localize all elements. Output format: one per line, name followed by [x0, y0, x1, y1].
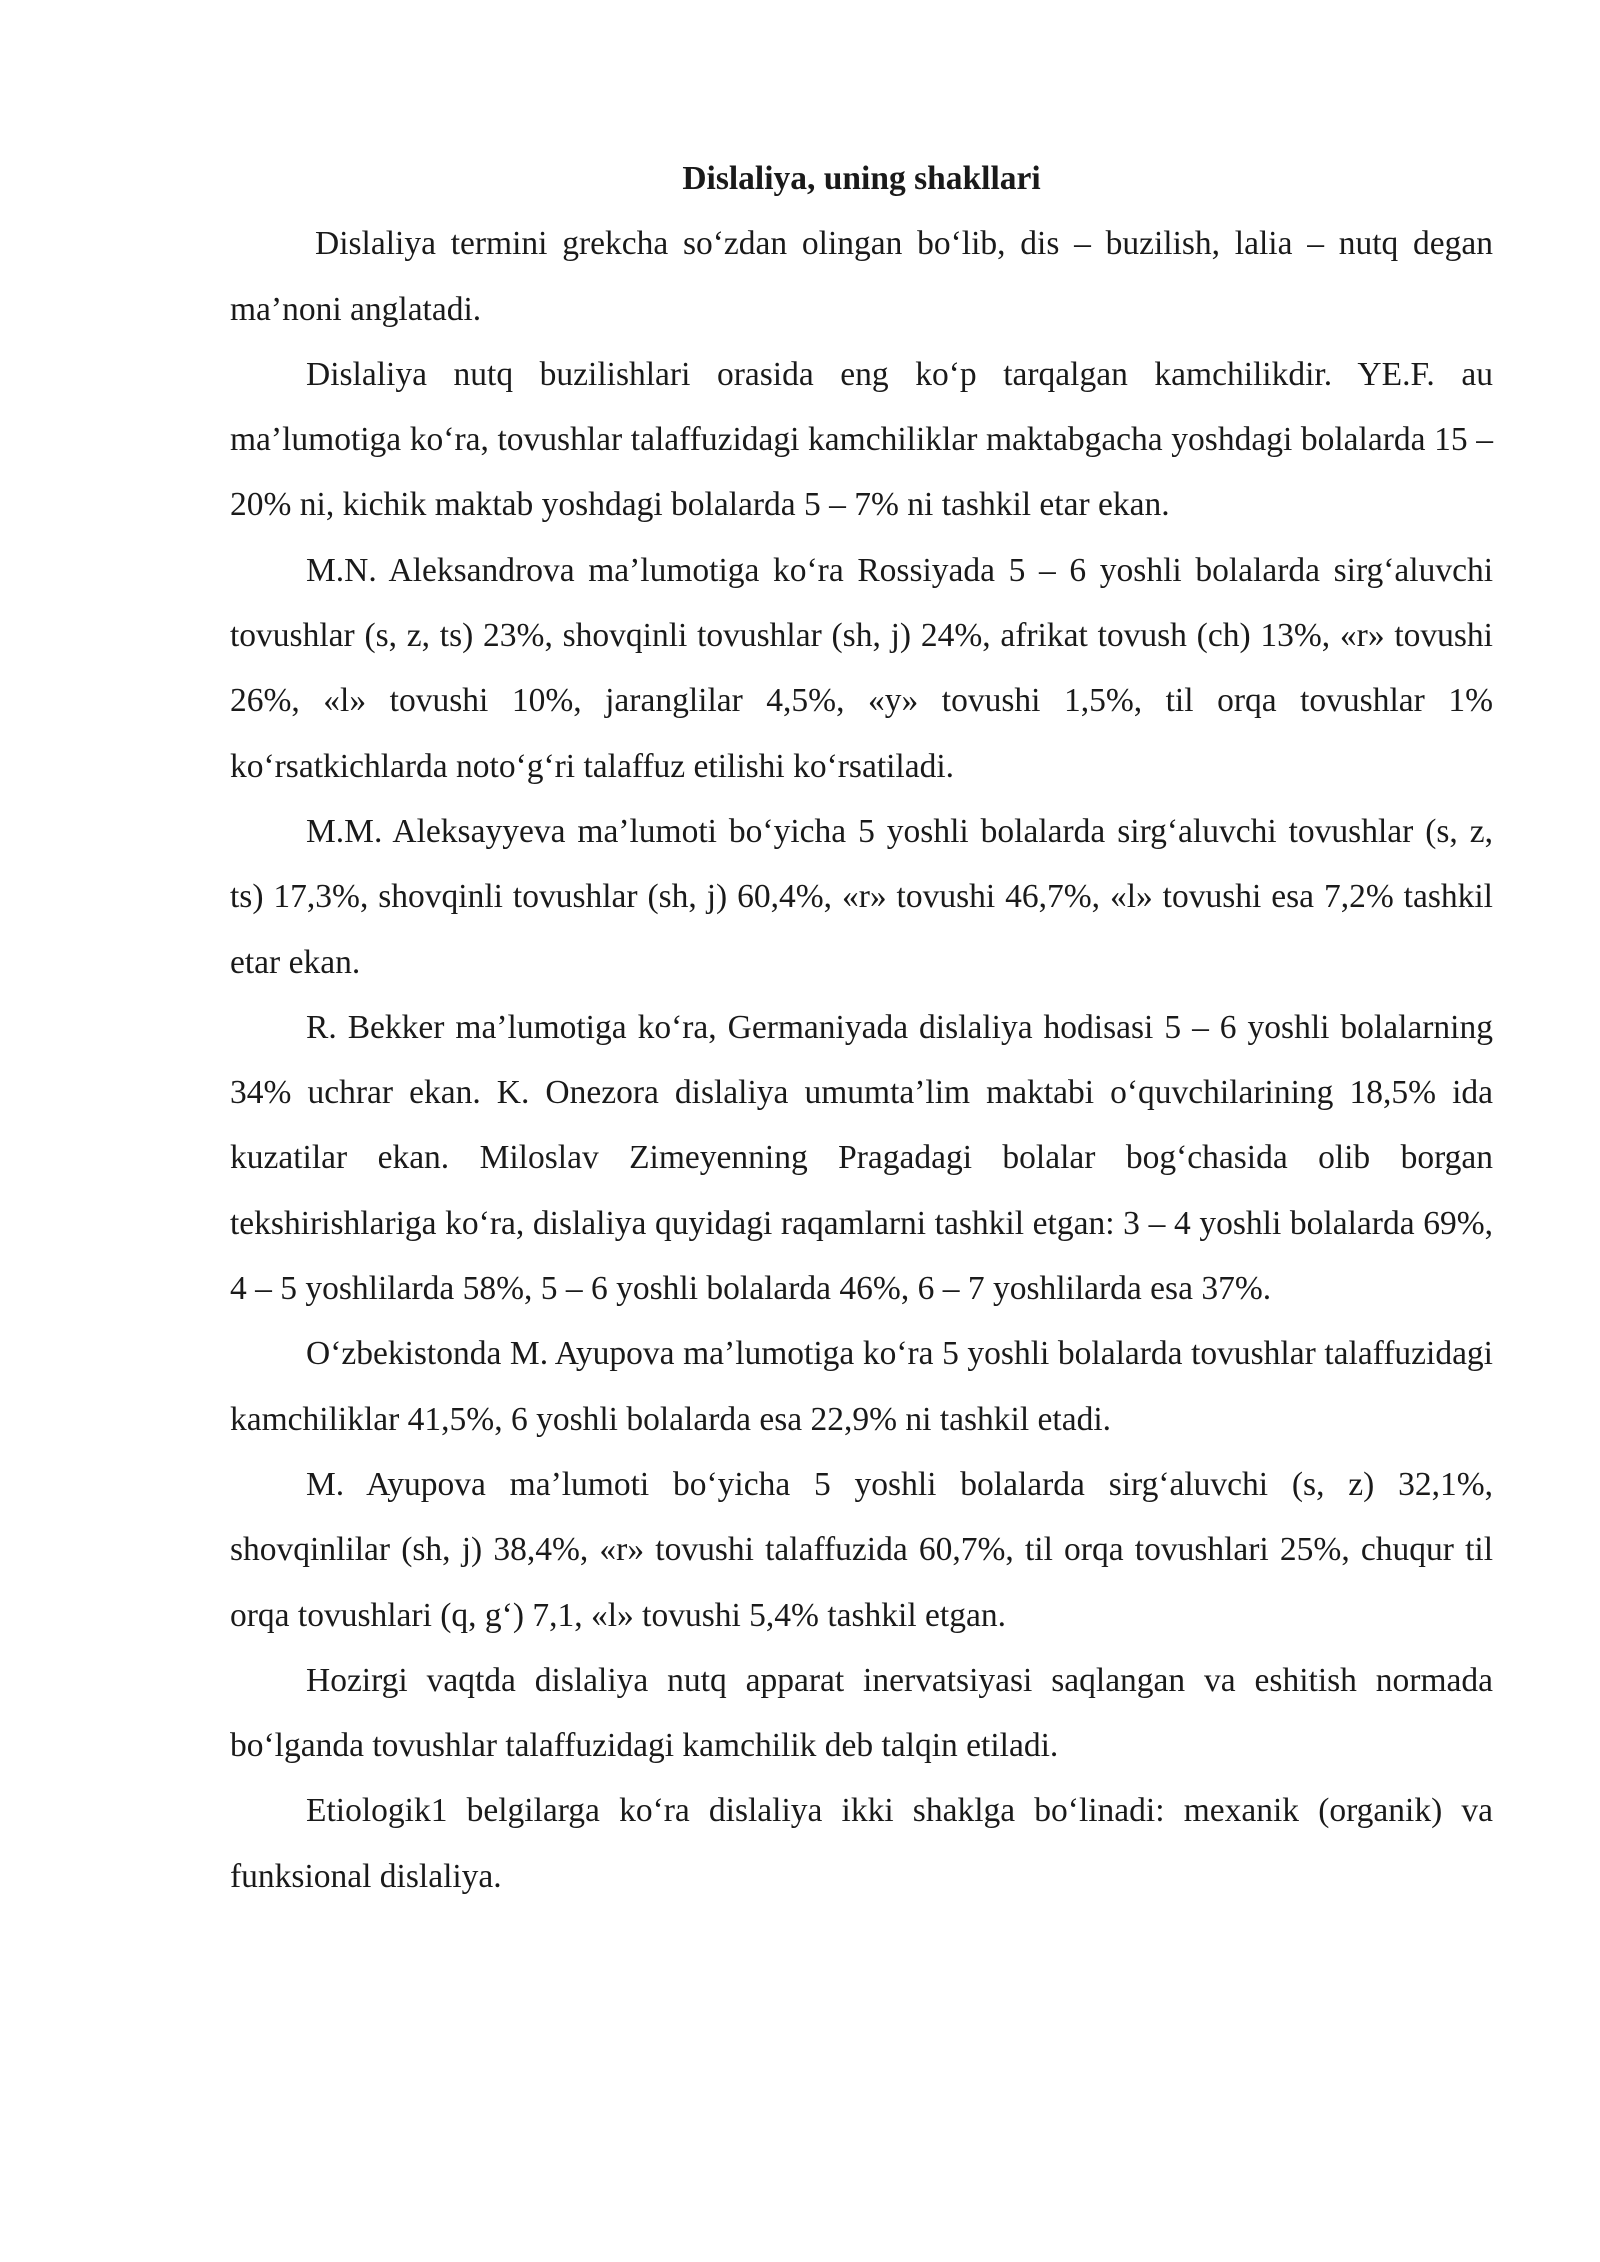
- paragraph-bekker: R. Bekker ma’lumotiga ko‘ra, Germaniyada dislaliya hodisasi 5 – 6 yoshli bolalarning 34% uchrar ekan. K. Onezora dislaliya umumta’lim maktabi o‘quvchilarining 18,5% ida kuzatilar ekan. Miloslav Zimeyenning Pragadagi bolalar bog‘chasida olib borgan tekshirishlariga ko‘ra, dislaliya quyidagi raqamlarni tashkil etgan: 3 – 4 yoshli bolalarda 69%, 4 – 5 yoshlilarda 58%, 5 – 6 yoshli bolalarda 46%, 6 – 7 yoshlilarda esa 37%.: [230, 1008, 1493, 1308]
- paragraph-interpretation: Hozirgi vaqtda dislaliya nutq apparat inervatsiyasi saqlangan va eshitish normada bo‘lganda tovushlar talaffuzidagi kamchilik deb talqin etiladi.: [230, 1661, 1493, 1765]
- paragraph-aleksayyeva: M.M. Aleksayyeva ma’lumoti bo‘yicha 5 yoshli bolalarda sirg‘aluvchi tovushlar (s, z, ts) 17,3%, shovqinli tovushlar (sh, j) 60,4%, «r» tovushi 46,7%, «l» tovushi esa 7,2% tashkil etar ekan.: [230, 812, 1493, 981]
- document-title: Dislaliya, uning shakllari: [682, 160, 1041, 197]
- paragraph-aleksandrova: M.N. Aleksandrova ma’lumotiga ko‘ra Rossiyada 5 – 6 yoshli bolalarda sirg‘aluvchi tovushlar (s, z, ts) 23%, shovqinli tovushlar (sh, j) 24%, afrikat tovush (ch) 13%, «r» tovushi 26%, «l» tovushi 10%, jaranglilar 4,5%, «y» tovushi 1,5%, til orqa tovushlar 1% ko‘rsatkichlarda noto‘g‘ri talaffuz etilishi ko‘rsatiladi.: [230, 551, 1493, 785]
- paragraph-uzbekistan: O‘zbekistonda M. Ayupova ma’lumotiga ko‘ra 5 yoshli bolalarda tovushlar talaffuzidagi kamchiliklar 41,5%, 6 yoshli bolalarda esa 22,9% ni tashkil etadi.: [230, 1335, 1493, 1438]
- paragraph-etiology: Etiologik1 belgilarga ko‘ra dislaliya ikki shaklga bo‘linadi: mexanik (organik) va funksional dislaliya.: [230, 1792, 1493, 1895]
- document-body: [230, 146, 1493, 1909]
- paragraph-prevalence: Dislaliya nutq buzilishlari orasida eng ko‘p tarqalgan kamchilikdir. YE.F. au ma’lumotiga ko‘ra, tovushlar talaffuzidagi kamchiliklar maktabgacha yoshdagi bolalarda 15 – 20% ni, kichik maktab yoshdagi bolalarda 5 – 7% ni tashkil etar ekan.: [230, 355, 1493, 524]
- paragraph-definition: Dislaliya termini grekcha so‘zdan olingan bo‘lib, dis – buzilish, lalia – nutq degan ma’noni anglatadi.: [230, 225, 1493, 328]
- paragraph-ayupova: M. Ayupova ma’lumoti bo‘yicha 5 yoshli bolalarda sirg‘aluvchi (s, z) 32,1%, shovqinlilar (sh, j) 38,4%, «r» tovushi talaffuzida 60,7%, til orqa tovushlari 25%, chuqur til orqa tovushlari (q, g‘) 7,1, «l» tovushi 5,4% tashkil etgan.: [230, 1465, 1493, 1634]
